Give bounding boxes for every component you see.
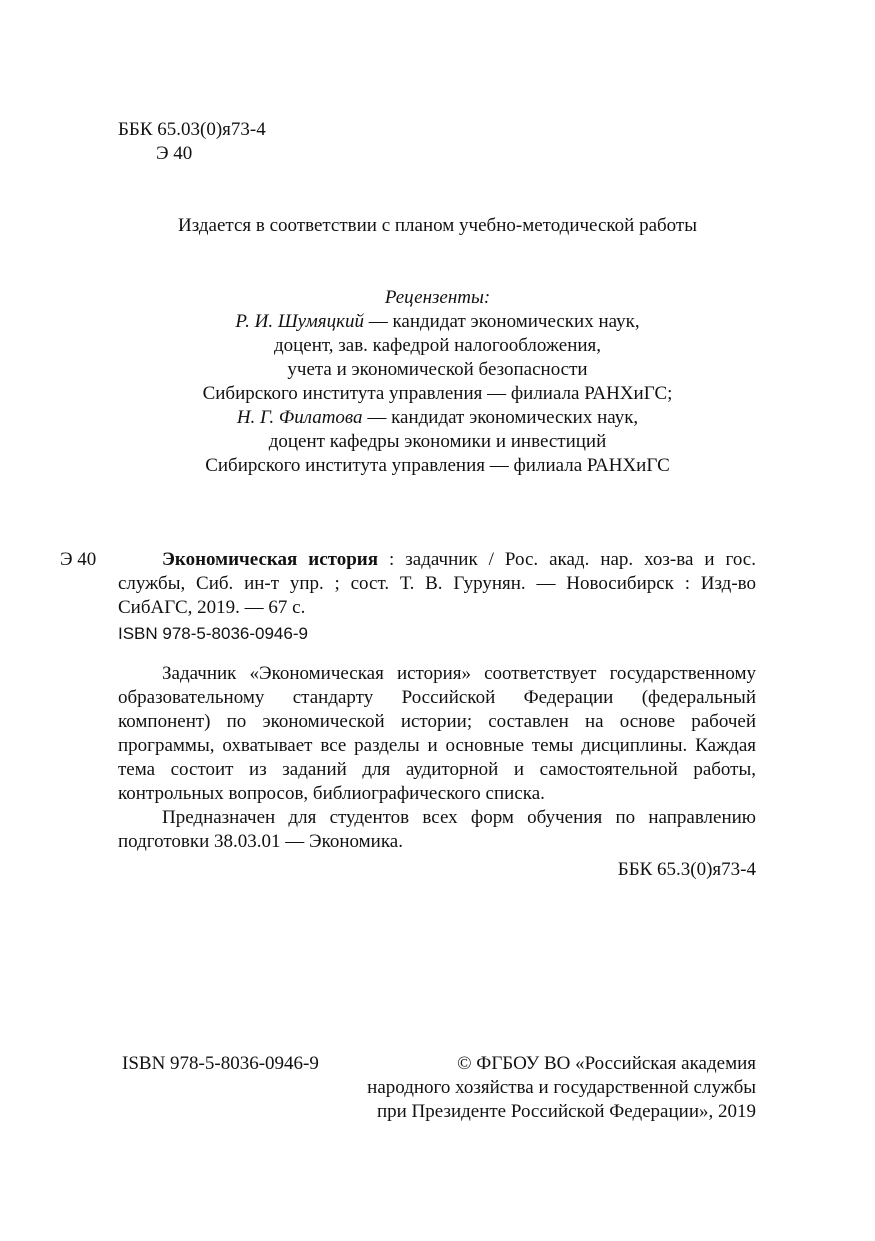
bbk-code: ББК 65.03(0)я73-4 (118, 119, 266, 140)
reviewer-2-degree: — кандидат экономических наук, (362, 407, 639, 428)
reviewer-1-line-2: доцент, зав. кафедрой налогообложения, (273, 335, 602, 356)
reviewers-heading: Рецензенты: (384, 287, 491, 308)
reviewer-1-line-3: учета и экономической безопасности (287, 359, 588, 380)
annotation (118, 662, 756, 854)
bbk-bottom: ББК 65.3(0)я73-4 (617, 859, 756, 880)
reviewer-1-name: Р. И. Шумяцкий (235, 311, 364, 332)
catalog-description: : задачник / Рос. акад. нар. хоз-ва и гос. службы, Сиб. ин-т упр. ; сост. Т. В. Гурунян. — Новосибирск : Изд-во СибАГС, 2019. — 67 с. (118, 549, 756, 618)
footer-isbn: ISBN 978-5-8036-0946-9 (122, 1053, 319, 1074)
catalog-code: Э 40 (60, 549, 97, 570)
reviewer-2-line-3: Сибирского института управления — филиала РАНХиГС (205, 455, 670, 476)
catalog-isbn: ISBN 978-5-8036-0946-9 (118, 624, 308, 643)
reviewer-2-name: Н. Г. Филатова (236, 407, 363, 428)
bbk-header (118, 118, 266, 166)
reviewer-1-line-4: Сибирского института управления — филиала РАНХиГС; (202, 383, 673, 404)
reviewer-2-line-2: доцент кафедры экономики и инвестиций (268, 431, 607, 452)
author-mark: Э 40 (156, 143, 193, 164)
copyright-line-1: © ФГБОУ ВО «Российская академия (457, 1053, 756, 1074)
catalog-entry (118, 548, 756, 620)
copyright (367, 1052, 756, 1124)
reviewer-1-degree: — кандидат экономических наук, (363, 311, 640, 332)
publication-note: Издается в соответствии с планом учебно-методической работы (178, 215, 697, 236)
copyright-line-3: при Президенте Российской Федерации», 2019 (376, 1101, 756, 1122)
copyright-line-2: народного хозяйства и государственной службы (367, 1077, 756, 1098)
book-title: Экономическая история (162, 549, 379, 570)
annotation-paragraph-1: Задачник «Экономическая история» соответствует государственному образовательному стандарту Российской Федерации (федеральный компонент) по экономической истории; составлен на основе рабочей программы, охватывает все разделы и основные темы дисциплины. Каждая тема состоит из заданий для аудиторной и самостоятельной работы, контрольных вопросов, библиографического списка. (118, 663, 756, 804)
annotation-paragraph-2: Предназначен для студентов всех форм обучения по направлению подготовки 38.03.01 — Экономика. (118, 807, 756, 852)
reviewers-block (0, 286, 875, 478)
reviewer-1-line-1 (0, 310, 875, 334)
reviewer-2-line-1 (0, 406, 875, 430)
